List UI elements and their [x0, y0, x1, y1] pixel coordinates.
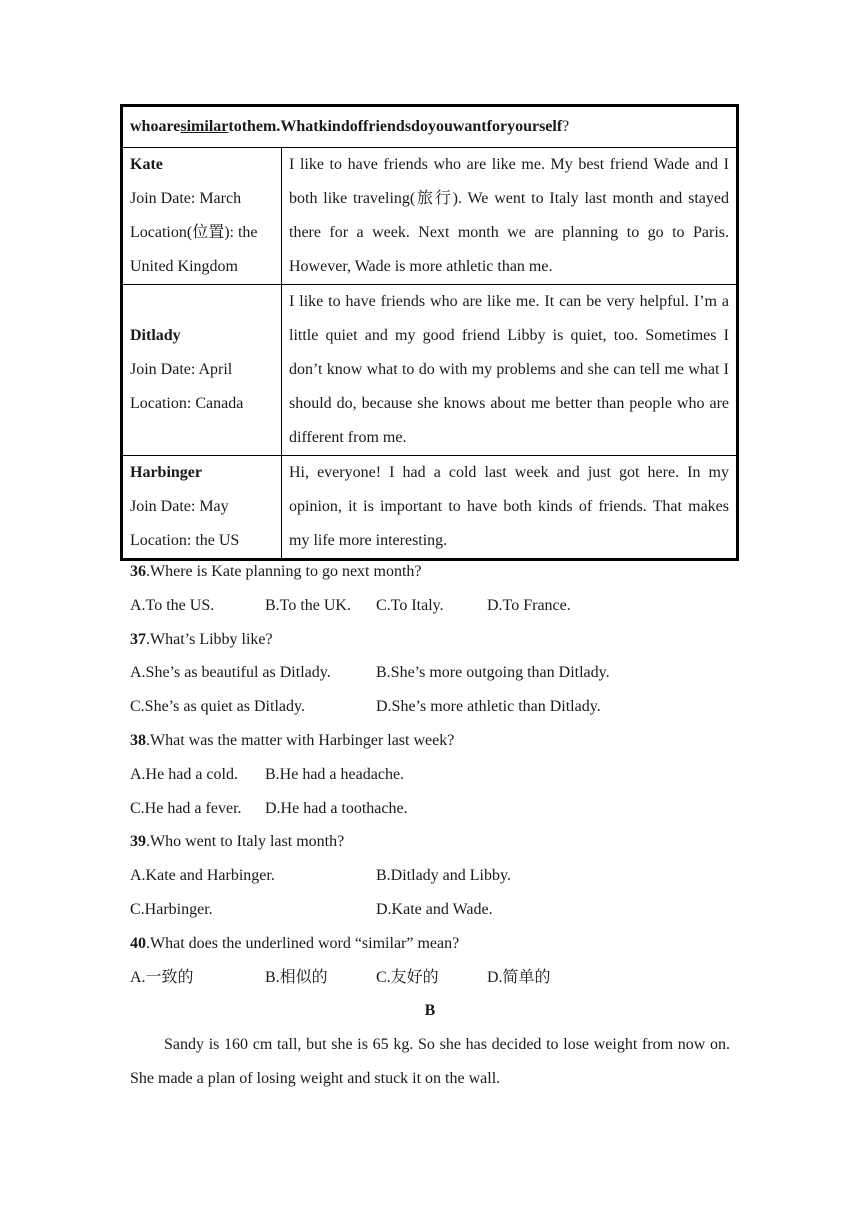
options-row [130, 792, 730, 826]
option-b[interactable]: B.相似的 [265, 968, 328, 986]
option-c[interactable]: C.She’s as quiet as Ditlady. [130, 698, 305, 716]
passage-b-paragraph: Sandy is 160 cm tall, but she is 65 kg. So she has decided to lose weight from now on. She made a plan of losing weight and stuck it on the wall. [130, 1036, 730, 1088]
question-38 [130, 724, 730, 758]
member-detail: Location: Canada [130, 395, 244, 412]
reading-table-container [120, 104, 739, 561]
question-text: .Who went to Italy last month? [146, 833, 345, 851]
question-number: 40 [130, 934, 146, 952]
member-info-cell [122, 285, 282, 456]
member-post-text: Hi, everyone! I had a cold last week and just got here. In my opinion, it is important to have both kinds of friends. That makes my life more interesting. [282, 456, 738, 560]
option-a[interactable]: A.He had a cold. [130, 765, 238, 783]
option-b[interactable]: B.He had a headache. [265, 765, 405, 783]
option-d[interactable]: D.She’s more athletic than Ditlady. [376, 698, 601, 716]
question-text: .What’s Libby like? [146, 630, 273, 648]
question-39 [130, 825, 730, 859]
question-number: 39 [130, 833, 146, 851]
member-info-cell [122, 148, 282, 285]
header-prefix: whoare [130, 118, 181, 135]
options-row [130, 690, 730, 724]
table-header-row [122, 106, 738, 148]
member-name: Kate [130, 156, 163, 173]
question-text: .What was the matter with Harbinger last week? [146, 731, 455, 749]
forum-posts-table [120, 104, 739, 561]
table-row-ditlady [122, 285, 738, 456]
header-suffix: tothem.Whatkindoffriendsdoyouwantforyourself [228, 118, 563, 135]
option-c[interactable]: C.友好的 [376, 968, 439, 986]
option-d[interactable]: D.简单的 [487, 968, 551, 986]
question-number: 36 [130, 563, 146, 580]
option-b[interactable]: B.Ditlady and Libby. [376, 867, 511, 885]
question-36 [130, 555, 730, 589]
question-number: 38 [130, 731, 146, 749]
member-post-text: I like to have friends who are like me. It can be very helpful. I’m a little quiet and my good friend Libby is quiet, too. Sometimes I don’t know what to do with my problems and she can tell me what I should do, because she knows about me better than people who are different from me. [282, 285, 738, 456]
member-detail: United Kingdom [130, 258, 238, 275]
question-text: .What does the underlined word “similar” mean? [146, 934, 460, 952]
question-40 [130, 927, 730, 961]
question-text: .Where is Kate planning to go next month? [146, 563, 422, 580]
member-name: Ditlady [130, 327, 181, 344]
table-row-kate [122, 148, 738, 285]
options-row [130, 656, 730, 690]
member-info-cell [122, 456, 282, 560]
option-c[interactable]: C.To Italy. [376, 596, 444, 614]
header-end: ? [562, 118, 570, 135]
member-post-text: I like to have friends who are like me. My best friend Wade and I both like traveling(旅行). We went to Italy last month and stayed there for a week. Next month we are planning to go to Paris. However, Wade is more athletic than me. [282, 148, 738, 285]
section-title-b: B [424, 1002, 436, 1020]
table-header-cell [122, 106, 738, 148]
member-detail: Join Date: April [130, 361, 233, 378]
option-b[interactable]: B.She’s more outgoing than Ditlady. [376, 664, 610, 682]
table-row-harbinger [122, 456, 738, 560]
option-a[interactable]: A.一致的 [130, 968, 194, 986]
option-a[interactable]: A.She’s as beautiful as Ditlady. [130, 664, 331, 682]
options-row [130, 893, 730, 927]
options-row [130, 859, 730, 893]
option-a[interactable]: A.To the US. [130, 596, 215, 614]
options-row [130, 589, 730, 623]
option-d[interactable]: D.Kate and Wade. [376, 900, 493, 918]
member-detail: Location(位置): the [130, 224, 258, 241]
option-c[interactable]: C.Harbinger. [130, 900, 213, 918]
question-37 [130, 623, 730, 657]
option-d[interactable]: D.To France. [487, 596, 571, 614]
member-detail: Join Date: May [130, 498, 229, 515]
option-d[interactable]: D.He had a toothache. [265, 799, 408, 817]
options-row [130, 961, 730, 995]
option-b[interactable]: B.To the UK. [265, 596, 351, 614]
option-a[interactable]: A.Kate and Harbinger. [130, 867, 275, 885]
member-detail: Join Date: March [130, 190, 242, 207]
question-number: 37 [130, 630, 146, 648]
underlined-word-similar: similar [180, 118, 229, 135]
member-detail: Location: the US [130, 532, 240, 549]
option-c[interactable]: C.He had a fever. [130, 799, 242, 817]
options-row [130, 758, 730, 792]
member-name: Harbinger [130, 464, 202, 481]
questions-section [130, 555, 730, 1096]
